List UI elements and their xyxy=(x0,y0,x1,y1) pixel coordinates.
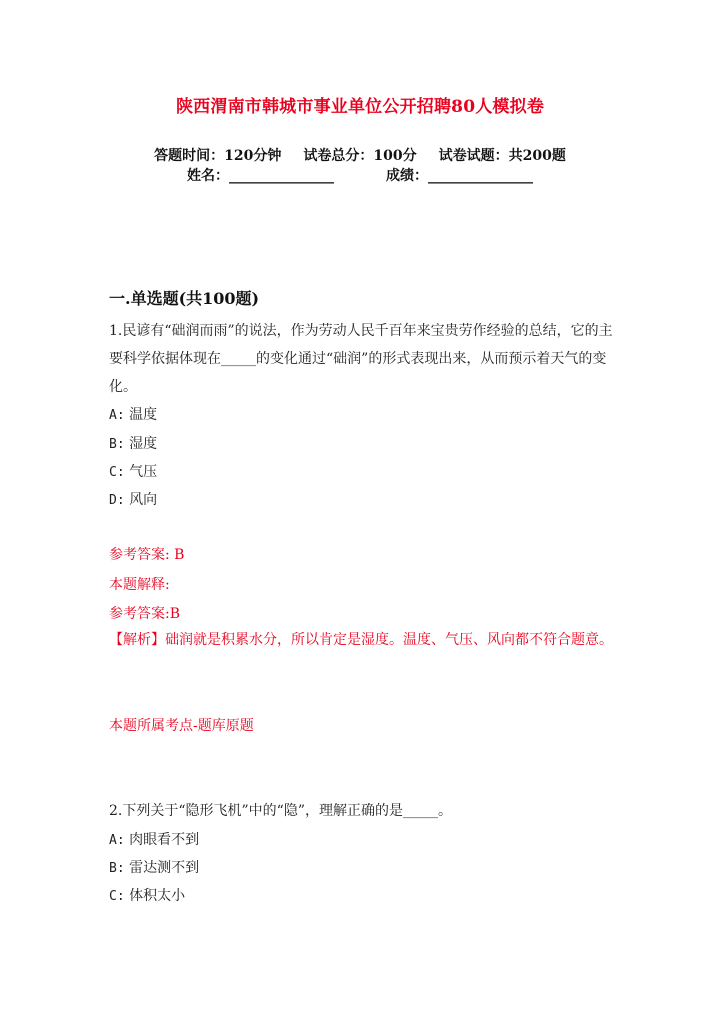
question-2-option-c xyxy=(109,885,185,905)
question-count: 试卷试题：共200题 xyxy=(438,148,566,164)
answer-time: 答题时间：120分钟 xyxy=(154,148,282,164)
option-text: 湿度 xyxy=(129,436,158,452)
option-text: 气压 xyxy=(129,464,158,480)
question-1-explain-label: 本题解释: xyxy=(109,577,170,593)
question-1-answer-2: 参考答案:B xyxy=(109,606,181,622)
exam-meta-line-1 xyxy=(0,145,720,165)
option-letter: B: xyxy=(109,861,125,876)
question-1-topic: 本题所属考点-题库原题 xyxy=(109,718,254,734)
name-field: 姓名：_______________ xyxy=(187,168,334,184)
analysis-text: 础润就是积累水分，所以肯定是湿度。温度、气压、风向都不符合题意。 xyxy=(165,632,613,648)
exam-meta-line-2 xyxy=(0,165,720,185)
option-text: 雷达测不到 xyxy=(129,860,200,876)
exam-title: 陕西渭南市韩城市事业单位公开招聘80人模拟卷 xyxy=(175,97,545,117)
question-1-option-b xyxy=(109,433,157,453)
option-letter: D: xyxy=(109,493,125,508)
question-1-option-d xyxy=(109,489,157,509)
section-title: 一.单选题(共100题) xyxy=(109,289,260,308)
option-letter: A: xyxy=(109,833,125,848)
option-letter: A: xyxy=(109,408,125,423)
question-1-option-c xyxy=(109,461,157,481)
question-1-stem: 1.民谚有“础润而雨”的说法，作为劳动人民千百年来宝贵劳作经验的总结，它的主要科学依据体现在_____的变化通过“础润”的形式表现出来，从而预示着天气的变化。 xyxy=(109,323,613,395)
analysis-tag: 【解析】 xyxy=(109,632,165,648)
option-text: 肉眼看不到 xyxy=(129,832,200,848)
question-2-option-a xyxy=(109,829,199,849)
score-field: 成绩：_______________ xyxy=(386,168,533,184)
option-letter: B: xyxy=(109,437,125,452)
question-1-analysis xyxy=(109,625,619,655)
option-letter: C: xyxy=(109,465,125,480)
question-1-answer: 参考答案: B xyxy=(109,547,185,563)
question-2-option-b xyxy=(109,857,199,877)
option-text: 体积太小 xyxy=(129,888,186,904)
question-1-option-a xyxy=(109,404,157,424)
option-text: 风向 xyxy=(129,492,158,508)
total-score: 试卷总分：100分 xyxy=(303,148,417,164)
question-2-stem: 2.下列关于“隐形飞机”中的“隐”，理解正确的是_____。 xyxy=(109,803,452,819)
option-letter: C: xyxy=(109,889,125,904)
option-text: 温度 xyxy=(129,407,158,423)
